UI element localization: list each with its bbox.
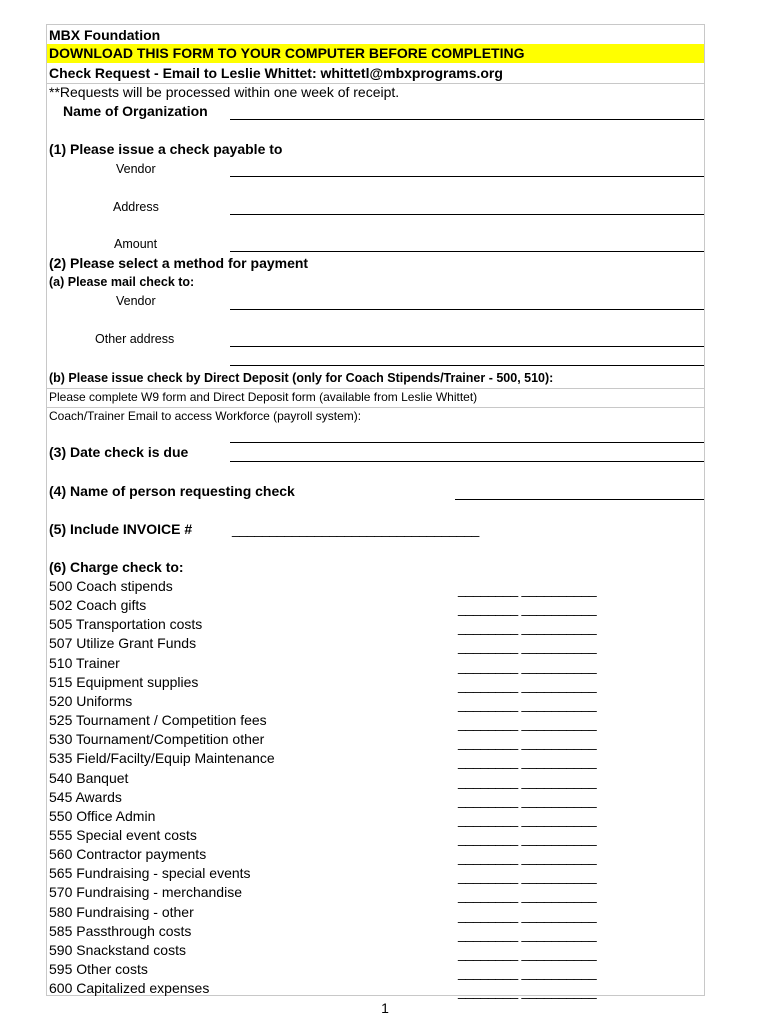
charge-code-label: 502 Coach gifts: [49, 597, 147, 614]
mail-vendor-field[interactable]: [230, 309, 704, 310]
invoice-field[interactable]: _________________________________: [232, 521, 480, 537]
charge-code-label: 515 Equipment supplies: [49, 673, 199, 690]
other-address-label: Other address: [95, 332, 175, 346]
processing-note: **Requests will be processed within one week of receipt.: [49, 84, 400, 100]
check-request-heading: Check Request - Email to Leslie Whittet: whittetl@mbxprograms.org: [47, 64, 704, 84]
org-name-field[interactable]: [230, 119, 704, 120]
section2-heading: (2) Please select a method for payment: [49, 255, 309, 271]
charge-code-label: 570 Fundraising - merchandise: [49, 884, 242, 901]
charge-amount-blank[interactable]: ________ __________: [458, 619, 597, 636]
address-field[interactable]: [230, 214, 704, 215]
charge-code-label: 535 Field/Facilty/Equip Maintenance: [49, 750, 275, 767]
section4-heading: (4) Name of person requesting check: [49, 483, 295, 499]
section2b-heading: (b) Please issue check by Direct Deposit (only for Coach Stipends/Trainer - 500, 510):: [47, 369, 704, 389]
charge-amount-blank[interactable]: ________ __________: [458, 906, 597, 923]
charge-code-label: 565 Fundraising - special events: [49, 865, 251, 882]
charge-code-label: 540 Banquet: [49, 769, 129, 786]
page-number: 1: [381, 1000, 389, 1016]
charge-code-label: 500 Coach stipends: [49, 578, 173, 594]
charge-code-label: 550 Office Admin: [49, 807, 156, 824]
form-page: [46, 24, 705, 1000]
download-notice: DOWNLOAD THIS FORM TO YOUR COMPUTER BEFORE COMPLETING: [47, 44, 704, 63]
charge-code-label: 585 Passthrough costs: [49, 922, 192, 939]
charge-amount-blank[interactable]: ________ __________: [458, 676, 597, 693]
charge-amount-blank[interactable]: ________ __________: [458, 715, 597, 732]
section5-heading: (5) Include INVOICE #: [49, 521, 193, 537]
charge-code-label: 507 Utilize Grant Funds: [49, 635, 197, 652]
charge-amount-blank[interactable]: ________ __________: [458, 868, 597, 885]
vendor-field[interactable]: [230, 176, 704, 177]
charge-code-label: 505 Transportation costs: [49, 616, 203, 633]
charge-amount-blank[interactable]: ________ __________: [458, 791, 597, 808]
charge-code-label: 590 Snackstand costs: [49, 941, 186, 958]
address-label: Address: [113, 200, 159, 214]
charge-amount-blank[interactable]: ________ __________: [458, 638, 597, 655]
charge-amount-blank[interactable]: ________ __________: [458, 772, 597, 789]
w9-note: Please complete W9 form and Direct Deposit form (available from Leslie Whittet): [47, 388, 704, 408]
charge-amount-blank[interactable]: ________ __________: [458, 581, 597, 597]
charge-code-label: 545 Awards: [49, 788, 122, 805]
section2a-heading: (a) Please mail check to:: [49, 275, 195, 289]
org-name-label: Name of Organization: [63, 103, 208, 119]
charge-amount-blank[interactable]: ________ __________: [458, 600, 597, 617]
charge-amount-blank[interactable]: ________ __________: [458, 829, 597, 846]
charge-amount-blank[interactable]: ________ __________: [458, 983, 597, 1000]
charge-amount-blank[interactable]: ________ __________: [458, 695, 597, 712]
charge-amount-blank[interactable]: ________ __________: [458, 887, 597, 904]
charge-code-label: 520 Uniforms: [49, 692, 133, 709]
charge-code-label: 600 Capitalized expenses: [49, 980, 210, 997]
charge-code-label: 560 Contractor payments: [49, 846, 207, 863]
charge-code-label: 555 Special event costs: [49, 826, 197, 843]
section1-heading: (1) Please issue a check payable to: [49, 141, 283, 157]
charge-code-label: 525 Tournament / Competition fees: [49, 712, 267, 729]
charge-amount-blank[interactable]: ________ __________: [458, 810, 597, 827]
amount-label: Amount: [114, 237, 158, 251]
charge-code-label: 530 Tournament/Competition other: [49, 731, 265, 748]
charge-code-label: 595 Other costs: [49, 961, 148, 977]
charge-amount-blank[interactable]: ________ __________: [458, 925, 597, 942]
charge-amount-blank[interactable]: ________ __________: [458, 849, 597, 866]
charge-amount-blank[interactable]: ________ __________: [458, 657, 597, 674]
amount-field[interactable]: [230, 251, 704, 252]
date-due-field[interactable]: [230, 461, 704, 462]
other-address-field[interactable]: [230, 346, 704, 347]
section6-heading: (6) Charge check to:: [49, 559, 184, 575]
charge-amount-blank[interactable]: ________ __________: [458, 753, 597, 770]
coach-email-label: Coach/Trainer Email to access Workforce (payroll system):: [49, 409, 362, 423]
charge-amount-blank[interactable]: ________ __________: [458, 944, 597, 961]
coach-email-field[interactable]: [230, 442, 704, 443]
org-title: MBX Foundation: [49, 27, 161, 43]
charge-code-label: 510 Trainer: [49, 654, 120, 671]
vendor-label: Vendor: [116, 162, 156, 176]
section3-heading: (3) Date check is due: [49, 444, 189, 460]
requester-name-field[interactable]: [455, 499, 704, 500]
charge-code-label: 580 Fundraising - other: [49, 903, 194, 920]
charge-amount-blank[interactable]: ________ __________: [458, 734, 597, 751]
charge-amount-blank[interactable]: ________ __________: [458, 964, 597, 980]
other-address-field-2[interactable]: [230, 365, 704, 366]
vendor2-label: Vendor: [116, 294, 156, 308]
